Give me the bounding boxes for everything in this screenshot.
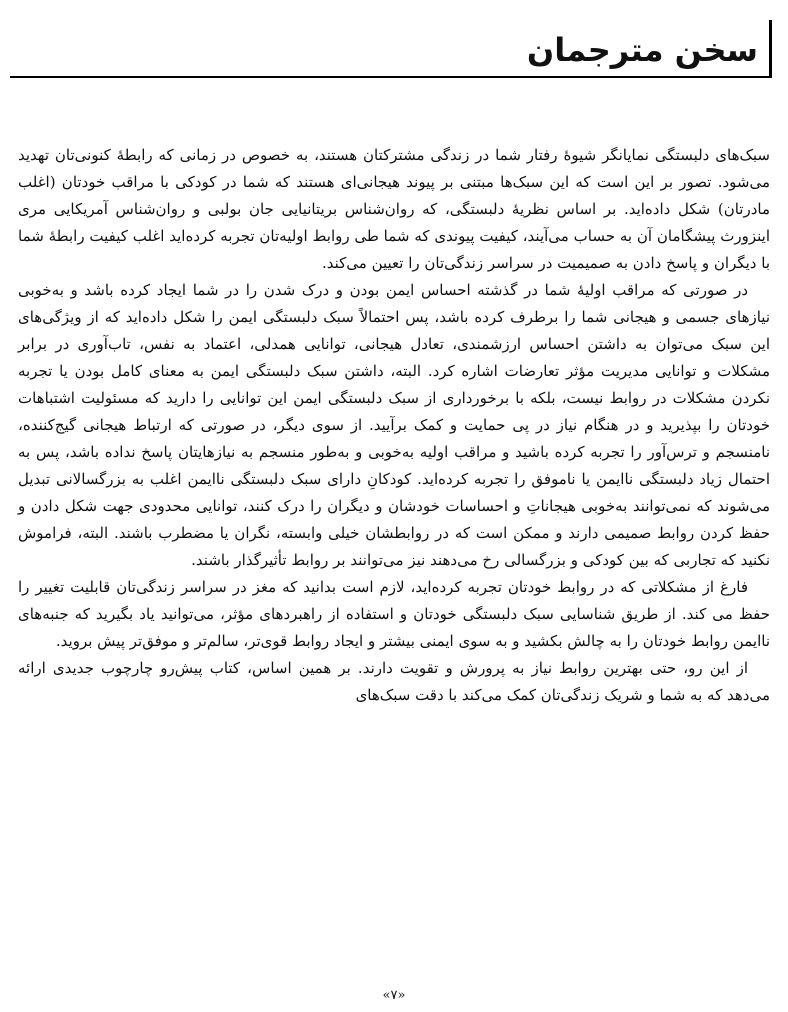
paragraph: سبک‌های دلبستگی نمایانگر شیوهٔ رفتار شما در زندگی مشترکتان هستند، به خصوص در زمانی که رابطهٔ کنونی‌تان تهدید می‌شود. تصور بر این است که این سبک‌ها مبتنی بر پیوند هیجانی‌ای هستند که شما در کودکی با مراقب خودتان (اغلب مادرتان) شکل داده‌اید. بر اساس نظریهٔ دلبستگی، که روان‌شناس بریتانیایی جان بولبی و روان‌شناس آمریکایی مری اینزورث پیشگامان آن به حساب می‌آیند، کیفیت پیوندی که شما طی روابط اولیه‌تان تجربه کرده‌اید اغلب کیفیت رابطهٔ شما با دیگران و پاسخ دادن به صمیمیت در سراسر زندگی‌تان را تعیین می‌کند. xyxy=(18,146,770,272)
paragraph: در صورتی که مراقب اولیهٔ شما در گذشته احساس ایمن بودن و درک شدن را در شما ایجاد کرده باشد و به‌خوبی نیازهای جسمی و هیجانی شما را برطرف کرده باشد، پس احتمالاً سبک دلبستگی ایمن را شکل داده‌اید که از ویژگی‌های این سبک می‌توان به داشتن احساس ارزشمندی، تعادل هیجانی، توانایی همدلی، اعتماد به نفس، تاب‌آوری در برابر مشکلات و توانایی مدیریت مؤثر تعارضات اشاره کرد. البته، داشتن سبک دلبستگی ایمن به معنای کامل بودن یا تجربه نکردن مشکلات در روابط نیست، بلکه با برخورداری از سبک دلبستگی ایمن این توانایی را دارید که مسئولیت اشتباهات خودتان را بپذیرید و در هنگام نیاز در پی حمایت و کمک برآیید. از سوی دیگر، در صورتی که ارتباط هیجانی گیج‌کننده، نامنسجم و ترس‌آور را تجربه کرده باشید و مراقب اولیه به‌خوبی و به‌طور منسجم به نیازهایتان پاسخ نداده باشد، پس به احتمال زیاد دلبستگی ناایمن یا ناموفق را تجربه کرده‌اید. کودکانِ دارای سبک دلبستگی ناایمن اغلب به بزرگسالانی تبدیل می‌شوند که نمی‌توانند به‌خوبی هیجاناتِ و احساسات خودشان و دیگران را درک کنند، توانایی محدودی جهت شکل دادن و حفظ کردن روابط صمیمی دارند و ممکن است که در روابطشان خیلی وابسته، نگران یا مضطرب باشند. البته، فراموش نکنید که تجاربی که بین کودکی و بزرگسالی رخ می‌دهند نیز می‌توانند بر روابط تأثیرگذار باشند. xyxy=(18,281,771,569)
header-accent-bar xyxy=(769,20,772,78)
chapter-title: سخن مترجمان xyxy=(526,31,758,69)
paragraph: فارغ از مشکلاتی که در روابط خودتان تجربه کرده‌اید، لازم است بدانید که مغز در سراسر زندگی‌تان قابلیت تغییر را حفظ می کند. از طریق شناسایی سبک دلبستگی خودتان و استفاده از راهبردهای مؤثر، می‌توانید یاد بگیرید که جنبه‌های ناایمن روابط خودتان را به چالش بکشید و به سوی ایمنی بیشتر و ایجاد روابط قوی‌تر، سالم‌تر و موفق‌تر پیش بروید. xyxy=(18,578,770,650)
chapter-header xyxy=(10,14,772,78)
body-text xyxy=(18,142,770,709)
paragraph: از این رو، حتی بهترین روابط نیاز به پرورش و تقویت دارند. بر همین اساس، کتاب پیش‌رو چارچوب جدیدی ارائه می‌دهد که به شما و شریک زندگی‌تان کمک می‌کند با دقت سبک‌های xyxy=(18,659,770,704)
page-number: «۷» xyxy=(382,988,406,1003)
